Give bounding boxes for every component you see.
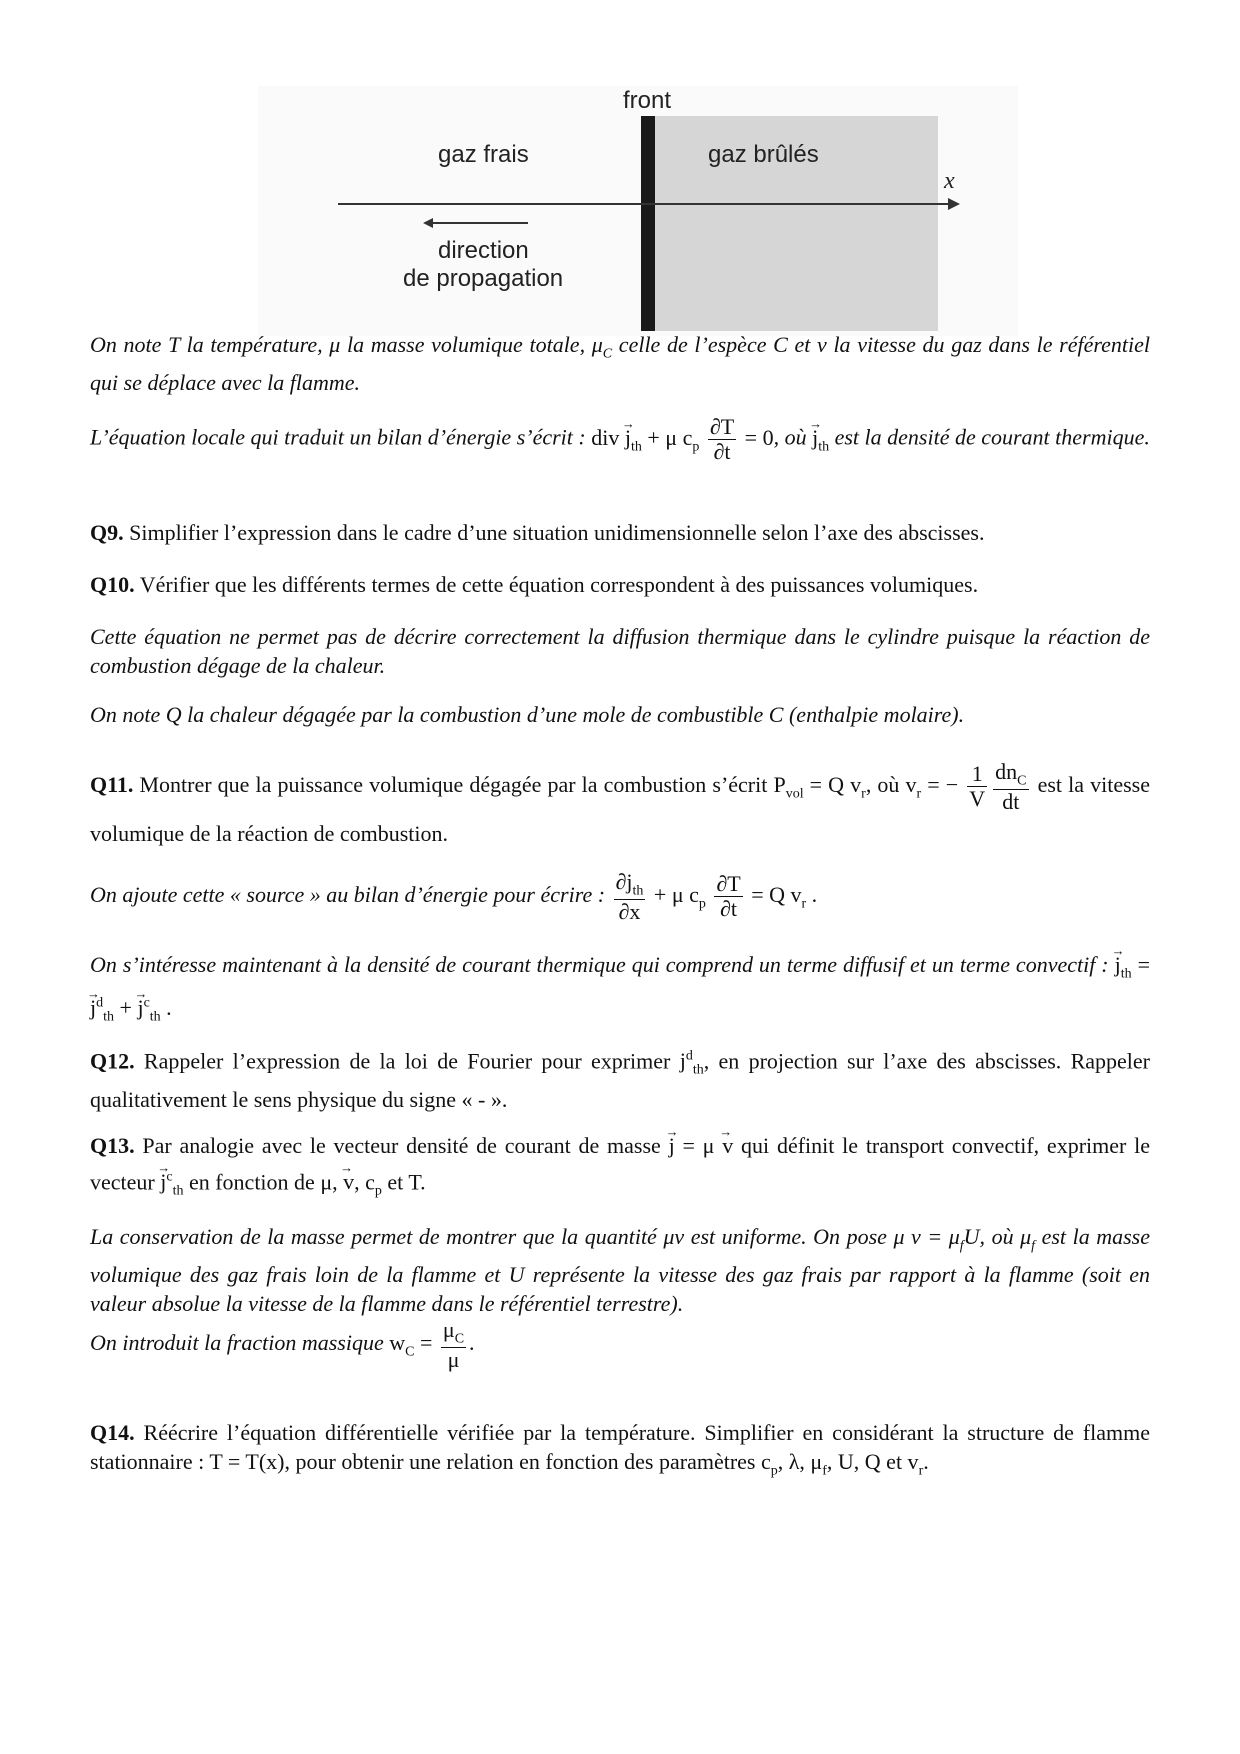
paragraph-notation: On note T la température, μ la masse volumique totale, $\mu_C$ celle de l’espèce C et v la vitesse du gaz dans le référentiel qui se déplace avec la flamme. [90, 332, 1150, 396]
flame-front-diagram [258, 86, 1018, 336]
paragraph-source: On ajoute cette « source » au bilan d’énergie pour écrire : $\frac{\partial j_{th}}{\partial x}$ + μ $c_p$ $\frac{\partial T}{\partial t}$ = Q $v_r$ . [90, 869, 818, 924]
front-line [641, 116, 655, 331]
question-q12: Q12. Rappeler l’expression de la loi de Fourier pour exprimer $j^d_{th}$, en projection sur l’axe des abscisses. Rappeler qualitativement le sens physique du signe « - ». [90, 1048, 1150, 1112]
direction-line2: de propagation [403, 265, 564, 292]
paragraph-cylinder: Cette équation ne permet pas de décrire correctement la diffusion thermique dans le cylindre puisque la réaction de combustion dégage de la chaleur. [90, 624, 1150, 678]
axis-label: x [944, 168, 955, 194]
question-q13: Q13. Par analogie avec le vecteur densité de courant de masse → j = μ → v qui définit le transport convectif, exprimer le vecteur → $j^c_{th}$ en fonction de μ, → v, $c_p$ et T. [90, 1130, 1150, 1208]
energy-equation: div → $j_{th} + \mu$ $c_p$ $\frac{\partial T}{\partial t}$ = 0 [591, 425, 773, 450]
question-q10: Q10. Vérifier que les différents termes de cette équation correspondent à des puissances volumiques. [90, 572, 979, 597]
paragraph-mass-fraction: On introduit la fraction massique $w_C$ = $\frac{\mu_C}{\mu}$ . [90, 1317, 475, 1372]
source-equation: $\frac{\partial j_{th}}{\partial x}$ + μ $c_p$ $\frac{\partial T}{\partial t}$ = Q $v_r$ . [615, 869, 818, 924]
fresh-gas-label: gaz frais [438, 141, 529, 168]
question-q11: Q11. Montrer que la puissance volumique dégagée par la combustion s’écrit $P_{vol} = Q$ $v_r$, où $v_r$ = − $\frac{1}{V}$ $\frac{dn_C}{dt}$ est la vitesse volumique de la réaction de combustion. [90, 759, 1150, 847]
paragraph-heat-q: On note Q la chaleur dégagée par la combustion d’une mole de combustible C (enthalpie molaire). [90, 702, 965, 727]
paragraph-current-density: On s’intéresse maintenant à la densité de courant thermique qui comprend un terme diffusif et un terme convectif : → $j_{th}$ = → $j^d_{th}$ + → $j^c_{th}$ . [90, 950, 1150, 1031]
question-q14: Q14. Réécrire l’équation différentielle vérifiée par la température. Simplifier en considérant la structure de flamme stationnaire : T = T(x), pour obtenir une relation en fonction des paramètres $c_p$, λ, $\mu_f$, U, Q et $v_r$. [90, 1420, 1150, 1479]
burnt-gas-label: gaz brûlés [708, 141, 819, 168]
direction-line1: direction [438, 237, 529, 264]
paragraph-energy-equation: L’équation locale qui traduit un bilan d’énergie s’écrit : div → $j_{th} + \mu$ $c_p$ $\frac{\partial T}{\partial t}$ = 0, où → $j_{th}$ est la densité de courant thermique. [90, 415, 1150, 467]
front-label: front [623, 87, 672, 114]
question-q9: Q9. Simplifier l’expression dans le cadre d’une situation unidimensionnelle selon l’axe des abscisses. [90, 520, 985, 545]
paragraph-mass-conservation: La conservation de la masse permet de montrer que la quantité μv est uniforme. On pose μ $v = \mu_fU$, où $\mu_f$ est la masse volumique des gaz frais loin de la flamme et U représente la vitesse des gaz frais par rapport à la flamme (soit en valeur absolue la vitesse de la flamme dans le référentiel terrestre). [90, 1224, 1151, 1317]
